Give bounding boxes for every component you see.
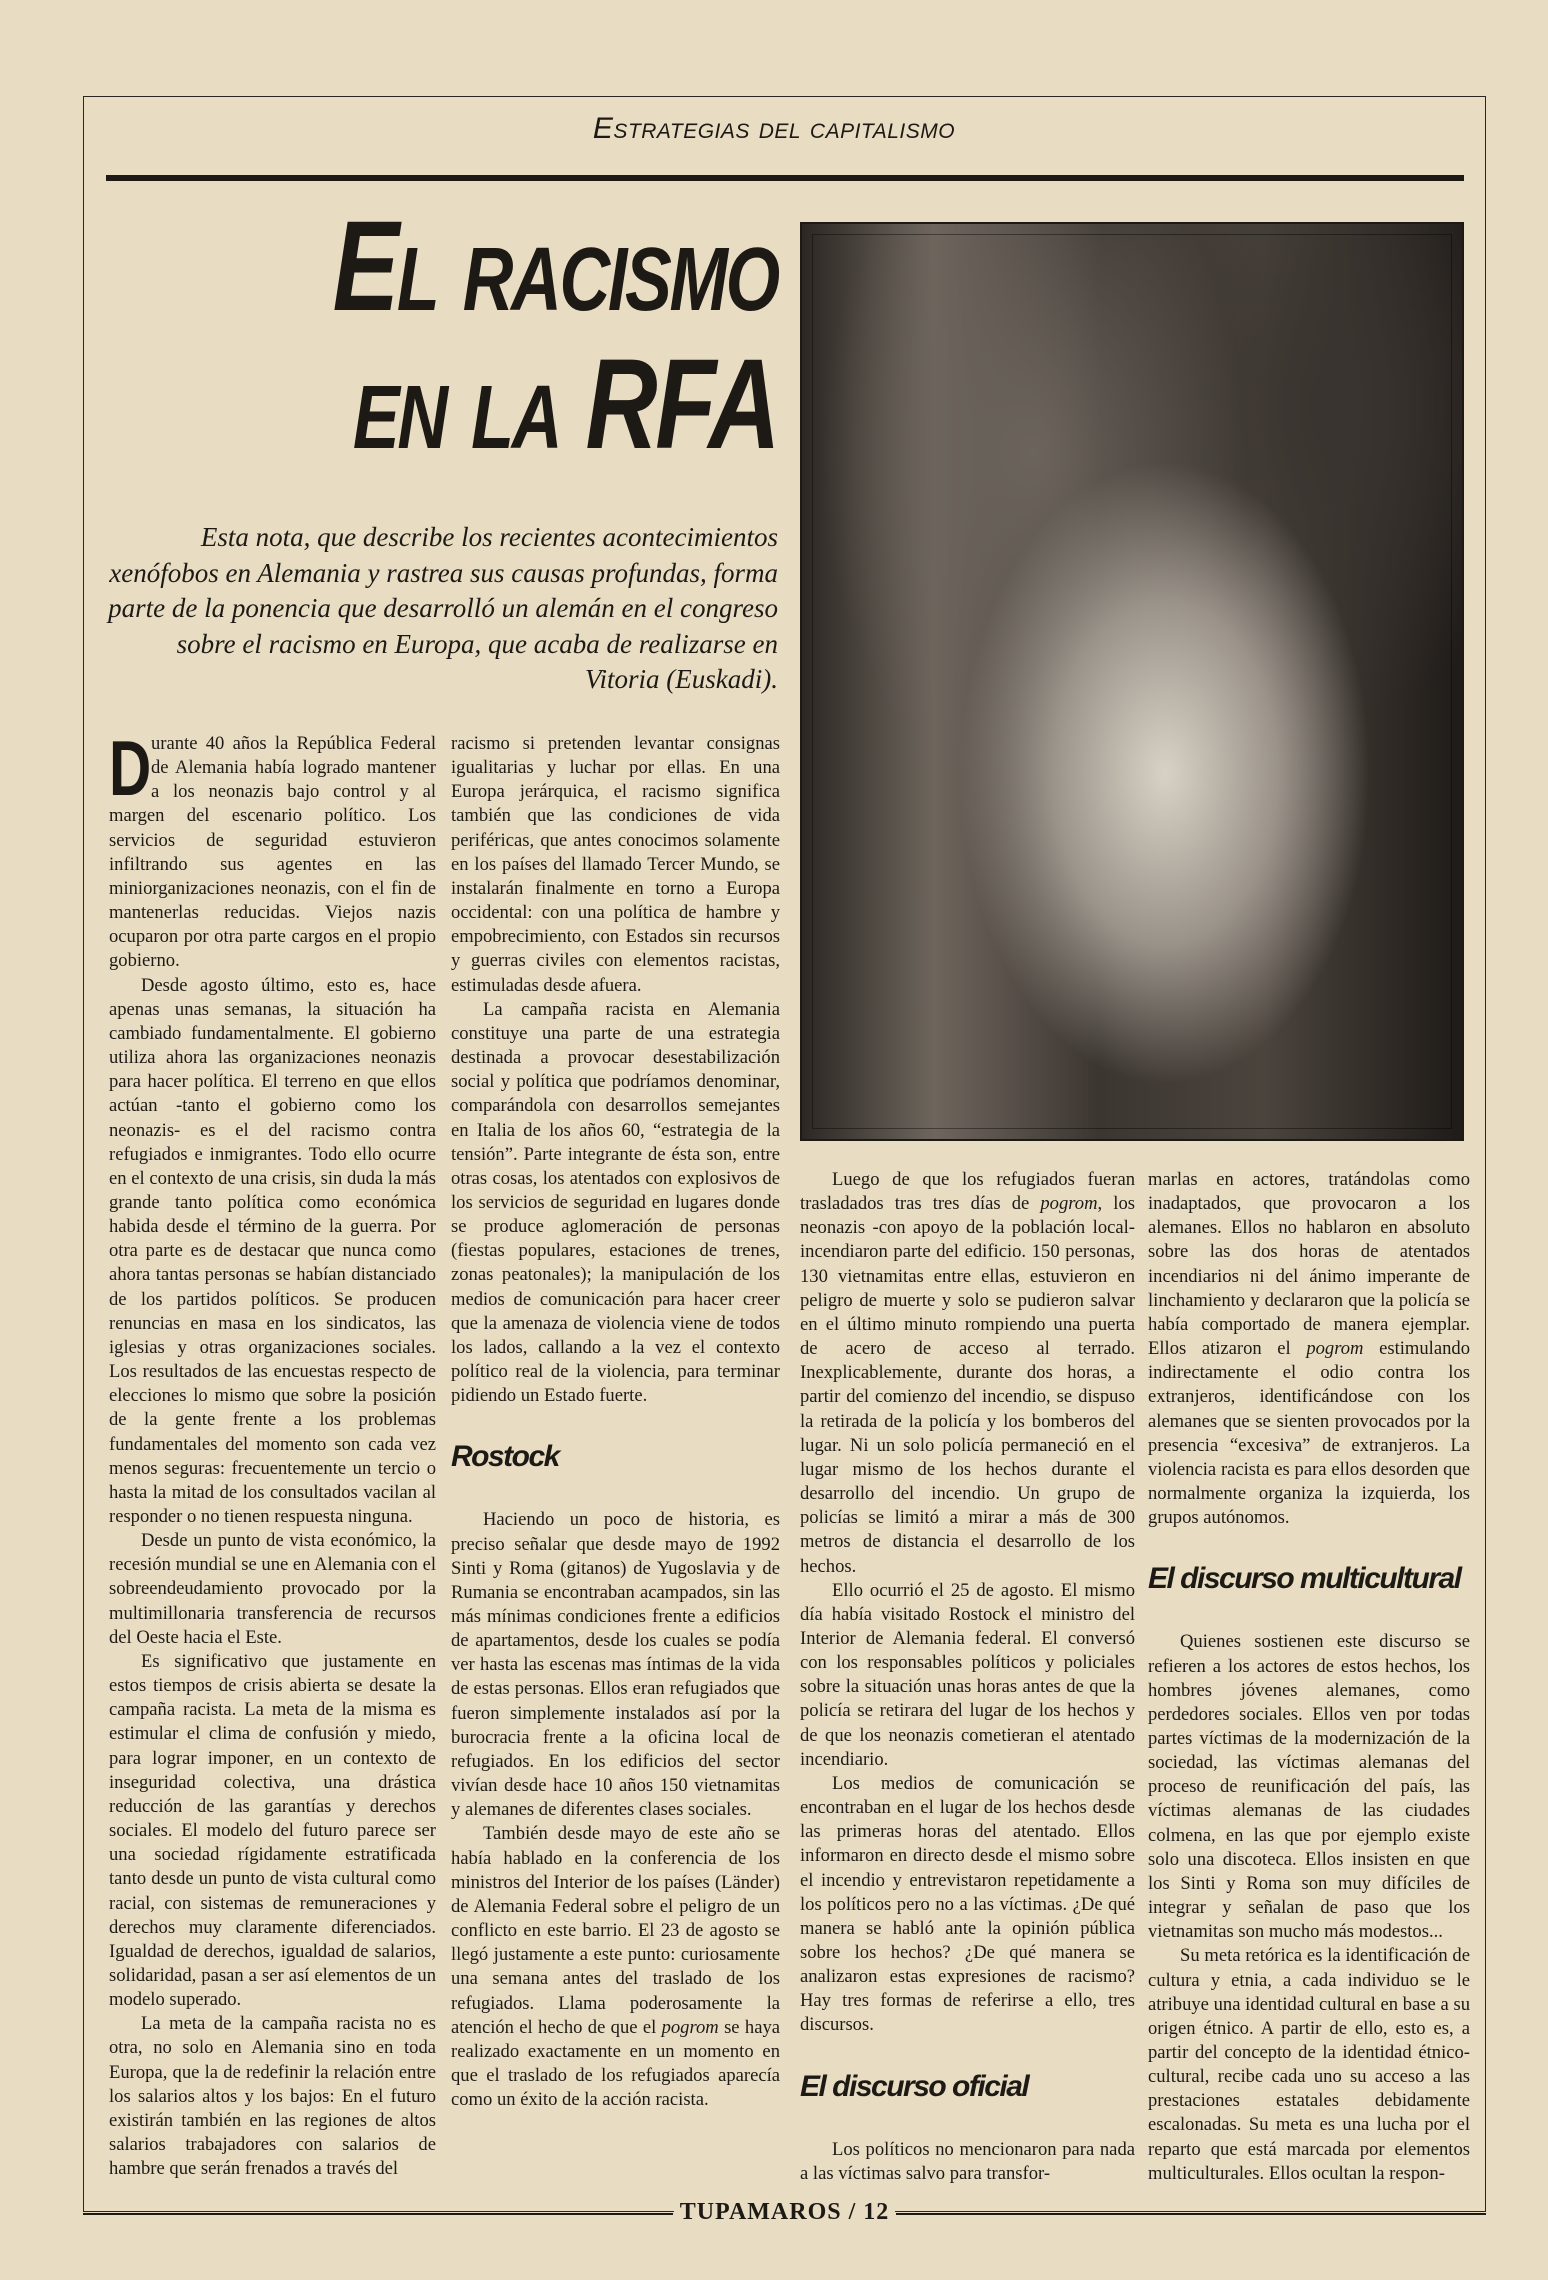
paragraph-text: marlas en actores, tratándolas como inadaptados, que provocaron a los alemanes. Ellos no hablaron en absoluto sobre las dos horas de atentados incendiarios ni del ánimo imperante de linchamiento y declararon que la policía se había comportado de manera ejemplar. Ellos atizaron el [1148,1169,1470,1360]
paragraph [109,724,436,974]
paragraph-text: Desde agosto último, esto es, hace apenas unas semanas, la situación ha cambiado fundamentalmente. El gobierno utiliza ahora las organizaciones neonazis para hacer política. El terreno en que ellos actúan -tanto el gobierno como los neonazis- es el del racismo contra refugiados e inmigrantes. Todo ello ocurre en el contexto de una crisis, sin duda la más grande tanto política como económica habida desde el término de la guerra. Por otra parte es de destacar que nunca como ahora tantas personas se habían distanciado de los partidos políticos. Se producen renuncias en masa en los sindicatos, las iglesias y otras organizaciones sociales. Los resultados de las encuestas respecto de elecciones lo mismo que sobre la posición de la gente frente a los problemas fundamentales del momento son cada vez menos seguras: frecuentemente un tercio o hasta la mitad de los consultados vacilan al responder o no tienen respuesta ninguna. [109,974,436,1527]
header-rule [106,175,1464,181]
paragraph-text: También desde mayo de este año se había hablado en la conferencia de los ministros del Interior de los países (Länder) de Alemania Federal sobre el peligro de un conflicto en este barrio. El 23 de agosto se llegó justamente a este punto: curiosamente una semana antes del traslado de los refugiados. Llama poderosamente la atención el hecho de que el [451,1823,780,2038]
paragraph [800,1168,1135,1579]
column-4 [1148,1168,1470,2186]
paragraph-text: Quienes sostienen este discurso se refieren a los actores de estos hechos, los hombres jóvenes alemanes, como perdedores sociales. Ellos ven por todas partes víctimas de la modernización de la sociedad, las víctimas alemanas del proceso de reunificación del país, las víctimas alemanas de las ciudades colmena, en las que por ejemplo existe solo una discoteca. Ellos insisten en que los Sinti y Roma son muy difíciles de integrar y señalan de paso que los vietnamitas son mucho más modestos... [1148,1631,1470,1943]
paragraph-text: La campaña racista en Alemania constituye una parte de una estrategia destinada a provocar desestabilización social y política que podríamos denominar, comparándola con desarrollos semejantes en Italia de los años 60, “estrategia de la tensión”. Parte integrante de ésta son, entre otras cosas, los atentados con explosivos de los servicios de seguridad en lugares donde se produce aglomeración de personas (fiestas populares, estaciones de trenes, zonas peatonales); la manipulación de los medios de comunicación para hacer creer que la amenaza de violencia viene de todos los lados, callando a la vez el contexto político real de la violencia, para terminar pidiendo un Estado fuerte. [451,998,780,1407]
paragraph-text: , los neonazis -con apoyo de la población local- incendiaron parte del edificio. 150 personas, 130 vietnamitas entre ellas, estuvieron en peligro de muerte y solo se pudieron salvar en el último minuto rompiendo una puerta de acero de acceso al terrado. Inexplicablemente, durante dos horas, a partir del comienzo del incendio, se dispuso la retirada de la policía y los bomberos del lugar. Ni un solo policía permaneció en el lugar mismo de los hechos durante el desarrollo del incendio. Un grupo de policías se limitó a mirar a más de 300 metros de distancia el desarrollo de los hechos. [800,1193,1135,1577]
article-title-line-1: El racismo [332,195,778,338]
paragraph [451,732,780,998]
paragraph [109,1650,436,2012]
paragraph-text: Los políticos no mencionaron para nada a las víctimas salvo para transfor- [800,2138,1135,2184]
article-intro: Esta nota, que describe los recientes acontecimientos xenófobos en Alemania y rastrea sus causas profundas, forma parte de la ponencia que desarrolló un alemán en el congreso sobre el racismo en Europa, que acaba de realizarse en Vitoria (Euskadi). [108,522,778,694]
footer-rule-right [896,2213,1486,2215]
article-title-line-2: en la RFA [352,333,778,476]
paragraph-text: urante 40 años la República Federal de Alemania había logrado mantener a los neonazis bajo control y al margen del escenario político. Los servicios de seguridad estuvieron infiltrando sus agentes en las miniorganizaciones neonazis, con el fin de mantenerlas reducidas. Viejos nazis ocuparon por otra parte cargos en el propio gobierno. [109,733,436,972]
paragraph-text: Luego de que los refugiados fueran trasladados tras tres días de [800,1169,1135,1215]
photo-police-scuffle-icon [800,222,1464,1141]
paragraph [1148,1944,1470,2186]
drop-cap: D [109,724,152,812]
italic-term: pogrom [1306,1338,1364,1360]
paragraph [451,1508,780,1822]
subhead-rostock: Rostock [451,1440,559,1474]
paragraph [800,2138,1135,2186]
section-header: Estrategias del capitalismo [592,112,956,145]
paragraph-text: Desde un punto de vista económico, la recesión mundial se une en Alemania con el sobreendeudamiento provocado por la multimillonaria transferencia de recursos del Oeste hacia el Este. [109,1530,436,1648]
paragraph [800,1772,1135,2038]
paragraph-text: Haciendo un poco de historia, es preciso señalar que desde mayo de 1992 Sinti y Roma (gitanos) de Yugoslavia y de Rumania se encontraban acampados, sin las más mínimas condiciones frente a edificios de apartamentos, desde los cuales se podía ver hasta las escenas mas íntimas de la vida de estas personas. Ellos eran refugiados que fueron simplemente instalados así por la burocracia frente a la oficina local de refugiados. En los edificios del sector vivían desde hace 10 años 150 vietnamitas y alemanes de diferentes clases sociales. [451,1509,780,1821]
paragraph-text: racismo si pretenden levantar consignas igualitarias y luchar por ellas. En una Europa jerárquica, el racismo significa también que las condiciones de vida periféricas, que antes conocimos solamente en los países del llamado Tercer Mundo, se instalarán finalmente en torno a Europa occidental: con una política de hambre y empobrecimiento, con Estados sin recursos y guerras civiles con elementos racistas, estimuladas desde afuera. [451,733,780,996]
paragraph [109,1529,436,1650]
photo-border [812,234,1452,1129]
paragraph-text: Es significativo que justamente en estos tiempos de crisis abierta se desate la campaña racista. La meta de la misma es estimular el clima de confusión y miedo, para lograr imponer, en un contexto de inseguridad colectiva, una drástica reducción de las garantías y derechos sociales. El modelo del futuro parece ser una sociedad rígidamente estratificada tanto desde un punto de vista cultural como racial, con sistemas de remuneraciones y derechos muy claramente diferenciados. Igualdad de derechos, igualdad de salarios, solidaridad, pasan a ser así elementos de un modelo superado. [109,1650,436,2011]
italic-term: pogrom [1040,1193,1098,1215]
paragraph [451,1822,780,2112]
paragraph-text: La meta de la campaña racista no es otra, no solo en Alemania sino en toda Europa, que la de redefinir la relación entre los salarios altos y los bajos: En el futuro existirán también en las regiones de altos salarios trabajadores con salarios de hambre que serán frenados a través del [109,2013,436,2180]
paragraph [1148,1168,1470,1530]
footer-rule-left [83,2213,673,2215]
page-footer [83,2199,1486,2226]
column-3 [800,1168,1135,2186]
paragraph [109,974,436,1530]
paragraph-text: Ello ocurrió el 25 de agosto. El mismo día había visitado Rostock el ministro del Interior de Alemania federal. El conversó con los responsables políticos y policiales sobre la situación unas horas antes de que la policía se retirara del lugar de los hechos y de que los neonazis cometieran el atentado incendiario. [800,1579,1135,1770]
paragraph [1148,1630,1470,1944]
paragraph [451,998,780,1409]
paragraph-text: se haya realizado exactamente en un momento en que el traslado de los refugiados aparecía como un éxito de la acción racista. [451,2016,780,2111]
paragraph-text: Los medios de comunicación se encontraban en el lugar de los hechos desde las primeras horas del atentado. Ellos informaron en directo desde el mismo sobre el incendio y entrevistaron repetidamente a los políticos pero no a las víctimas. ¿De qué manera se habló ante la opinión pública sobre los hechos? ¿De qué manera se analizaron estas expresiones de racismo? Hay tres formas de referirse a ello, tres discursos. [800,1772,1135,2036]
footer-page-label: TUPAMAROS / 12 [674,2199,896,2226]
paragraph [109,2012,436,2181]
paragraph-text: Su meta retórica es la identificación de cultura y etnia, a cada individuo se le atribuye una identidad cultural en base a su origen étnico. A partir de ello, esto es, a partir del concepto de la identidad étnico-cultural, recibe cada uno su acceso a las prestaciones estatales debidamente escalonadas. Su meta es una lucha por el reparto que está marcada por elementos multiculturales. Ellos ocultan la respon- [1148,1945,1470,2184]
column-1 [109,724,436,2181]
subhead-discurso-multicultural: El discurso multicultural [1148,1562,1461,1596]
italic-term: pogrom [661,2016,719,2038]
paragraph-text: estimulando indirectamente el odio contra los extranjeros, identificándose con los alemanes que se sienten provocados por la presencia “excesiva” de extranjeros. La violencia racista es para ellos desorden que normalmente organiza la izquierda, los grupos autónomos. [1148,1338,1470,1529]
column-2 [451,732,780,2112]
subhead-discurso-oficial: El discurso oficial [800,2069,1029,2103]
paragraph [800,1579,1135,1772]
